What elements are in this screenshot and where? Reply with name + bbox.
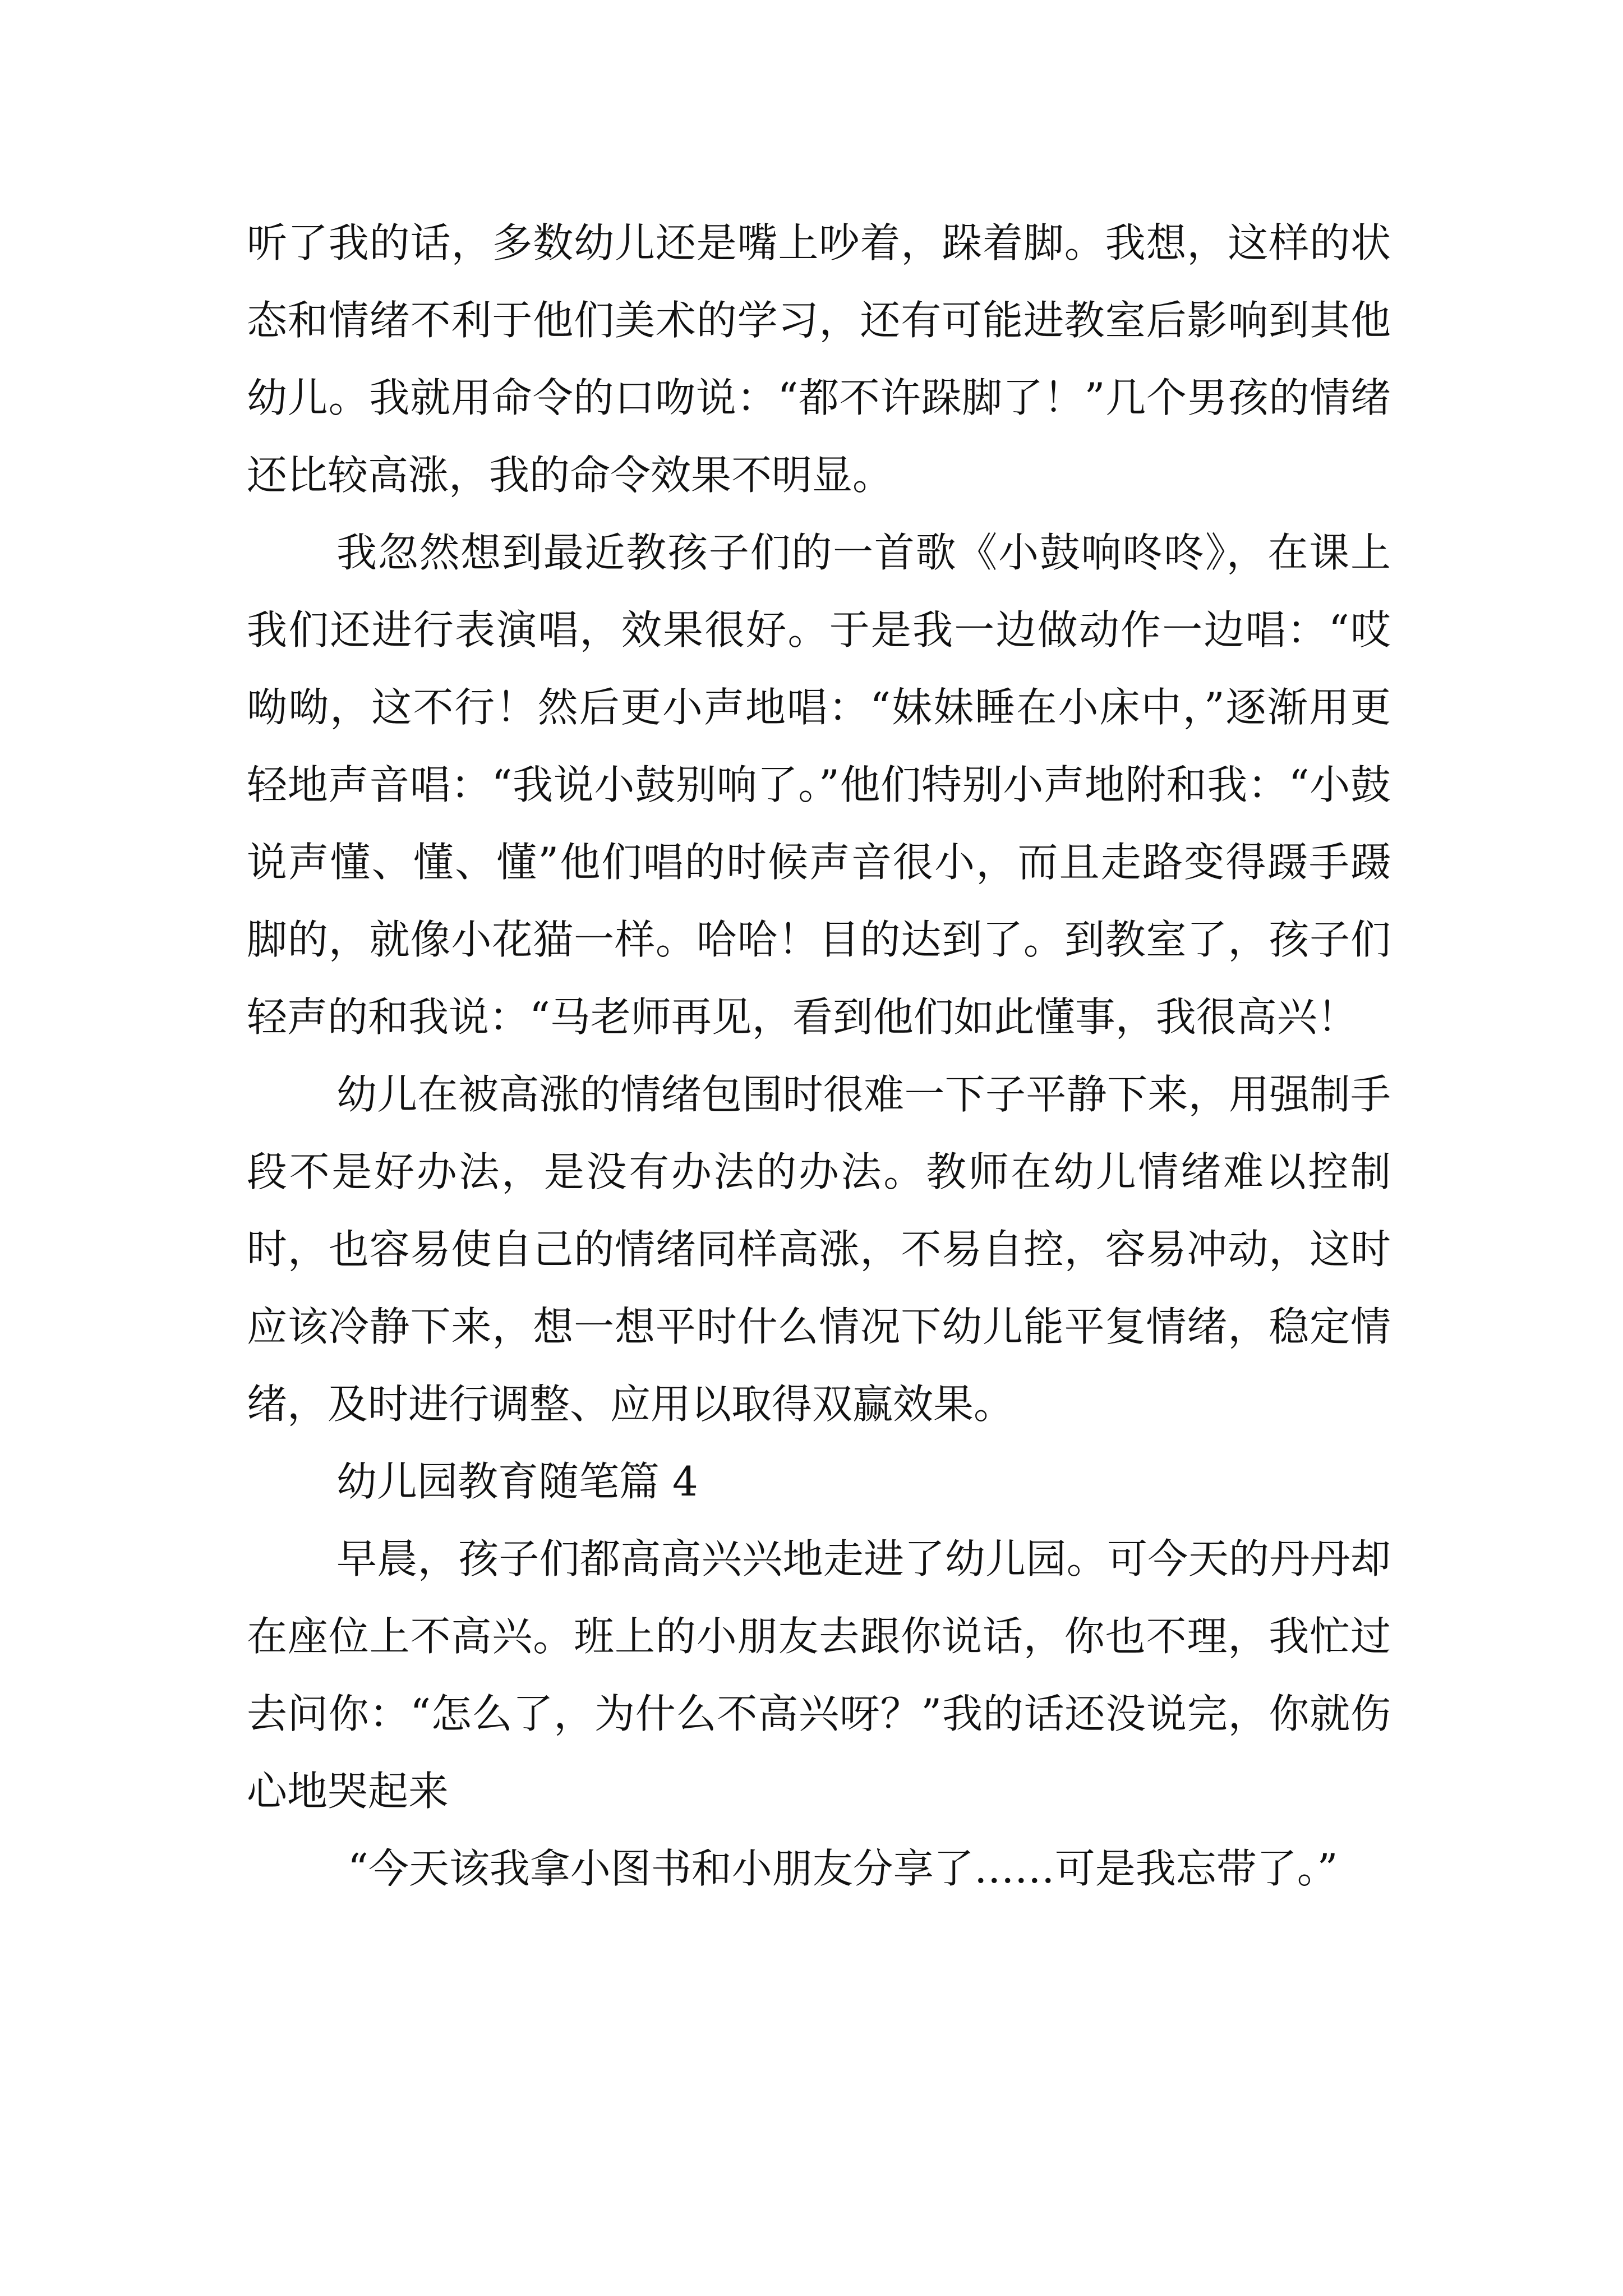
paragraph-1: 听了我的话，多数幼儿还是嘴上吵着，跺着脚。我想，这样的状态和情绪不利于他们美术的学习，还有可能进教室后影响到其他幼儿。我就用命令的口吻说：“都不许跺脚了！”几个男孩的情绪还比较高涨，我的命令效果不明显。 (247, 219, 1391, 499)
paragraph-3: 幼儿在被高涨的情绪包围时很难一下子平静下来，用强制手段不是好办法，是没有办法的办法。教师在幼儿情绪难以控制时，也容易使自己的情绪同样高涨，不易自控，容易冲动，这时应该冷静下来，想一想平时什么情况下幼儿能平复情绪，稳定情绪，及时进行调整、应用以取得双赢效果。 (247, 1071, 1391, 1428)
paragraph-2: 我忽然想到最近教孩子们的一首歌《小鼓响咚咚》，在课上我们还进行表演唱，效果很好。于是我一边做动作一边唱：“哎呦呦，这不行！然后更小声地唱：“妹妹睡在小床中，”逐渐用更轻地声音唱：“我说小鼓别响了。”他们特别小声地附和我：“小鼓说声懂、懂、懂”他们唱的时候声音很小，而且走路变得蹑手蹑脚的，就像小花猫一样。哈哈！目的达到了。到教室了，孩子们轻声的和我说：“马老师再见，看到他们如此懂事，我很高兴！ (247, 529, 1391, 1041)
paragraph-4: 早晨，孩子们都高高兴兴地走进了幼儿园。可今天的丹丹却在座位上不高兴。班上的小朋友去跟你说话，你也不理，我忙过去问你：“怎么了，为什么不高兴呀？”我的话还没说完，你就伤心地哭起来 (247, 1535, 1391, 1815)
section-heading: 幼儿园教育随笔篇 4 (336, 1458, 698, 1505)
document-body (247, 204, 1391, 1907)
paragraph-5-quote: “今天该我拿小图书和小朋友分享了……可是我忘带了。” (348, 1845, 1338, 1892)
